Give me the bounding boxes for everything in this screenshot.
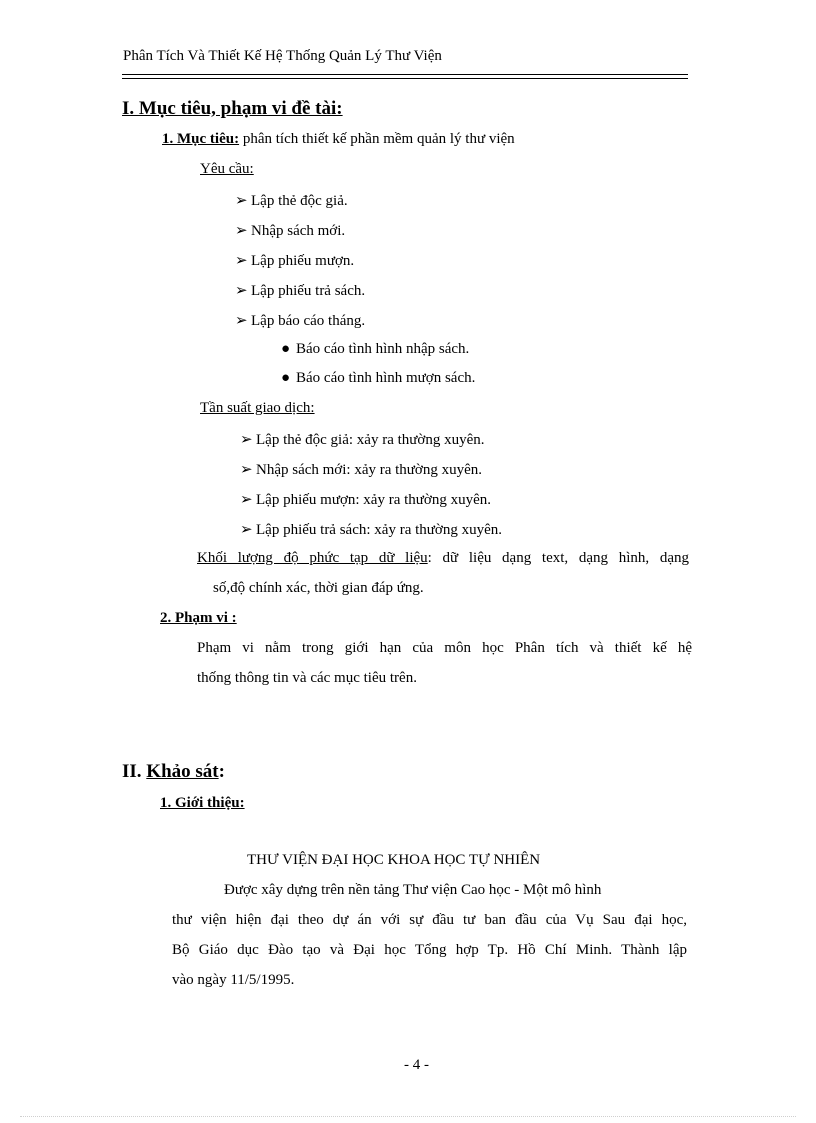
report-item: ● Báo cáo tình hình nhập sách. — [281, 341, 470, 357]
section-2-heading-colon: : — [218, 761, 225, 782]
intro-label: 1. Giới thiệu: — [160, 795, 245, 811]
arrow-bullet-icon: ➢ — [240, 432, 253, 448]
req-item: ➢ Lập báo cáo tháng. — [235, 313, 366, 329]
header-rule-top — [122, 74, 688, 75]
section-1-heading-text: I. Mục tiêu, phạm vi đề tài: — [122, 98, 343, 119]
library-title: THƯ VIỆN ĐẠI HỌC KHOA HỌC TỰ NHIÊN — [247, 852, 541, 868]
freq-item: ➢ Nhập sách mới: xảy ra thường xuyên. — [240, 462, 483, 478]
data-volume-label: Khối lượng độ phức tạp dữ liệu — [197, 550, 428, 566]
round-bullet-icon: ● — [281, 341, 291, 357]
intro-line-2: thư viện hiện đại theo dự án với sự đầu tư ban đầu của Vụ Sau đại học, — [172, 912, 687, 928]
arrow-bullet-icon: ➢ — [240, 522, 253, 538]
header-title: Phân Tích Và Thiết Kế Hệ Thống Quản Lý Thư Viện — [123, 48, 442, 64]
scope-label: 2. Phạm vi : — [160, 610, 237, 626]
intro-line-1: Được xây dựng trên nền tảng Thư viện Cao học - Một mô hình — [224, 882, 602, 898]
req-item: ➢ Lập phiếu trả sách. — [235, 283, 366, 299]
section-1-heading — [122, 98, 343, 120]
intro-line-3: Bộ Giáo dục Đào tạo và Đại học Tổng hợp Tp. Hồ Chí Minh. Thành lập — [172, 942, 687, 958]
objective-label: 1. Mục tiêu: — [162, 131, 240, 147]
arrow-bullet-icon: ➢ — [235, 223, 248, 239]
page-bottom-divider — [20, 1116, 796, 1117]
report-item: ● Báo cáo tình hình mượn sách. — [281, 370, 476, 386]
arrow-bullet-icon: ➢ — [240, 462, 253, 478]
objective-text: phân tích thiết kế phần mềm quản lý thư viện — [239, 131, 515, 147]
section-2-heading-num: II. — [122, 761, 147, 782]
req-item: ➢ Nhập sách mới. — [235, 223, 346, 239]
objective-line — [162, 131, 515, 148]
data-volume-line — [197, 550, 689, 567]
requirements-label: Yêu cầu: — [200, 161, 254, 177]
scope-line-2: thống thông tin và các mục tiêu trên. — [197, 670, 417, 686]
data-volume-text: : dữ liệu dạng text, dạng hình, dạng — [427, 550, 689, 566]
section-2-heading-word: Khảo sát — [146, 761, 219, 782]
arrow-bullet-icon: ➢ — [240, 492, 253, 508]
section-2-heading — [122, 761, 225, 783]
data-volume-line-2: số,độ chính xác, thời gian đáp ứng. — [213, 580, 424, 596]
freq-item: ➢ Lập phiếu mượn: xảy ra thường xuyên. — [240, 492, 491, 508]
intro-line-4: vào ngày 11/5/1995. — [172, 972, 295, 988]
freq-item: ➢ Lập phiếu trả sách: xảy ra thường xuyên. — [240, 522, 502, 538]
arrow-bullet-icon: ➢ — [235, 193, 248, 209]
req-item: ➢ Lập phiếu mượn. — [235, 253, 355, 269]
header-rule-bottom — [122, 78, 688, 79]
frequency-label: Tần suất giao dịch: — [200, 400, 315, 416]
round-bullet-icon: ● — [281, 370, 291, 386]
arrow-bullet-icon: ➢ — [235, 283, 248, 299]
page-number: - 4 - — [404, 1057, 429, 1073]
scope-line-1: Phạm vi nằm trong giới hạn của môn học Phân tích và thiết kế hệ — [197, 640, 692, 656]
arrow-bullet-icon: ➢ — [235, 253, 248, 269]
freq-item: ➢ Lập thẻ độc giả: xảy ra thường xuyên. — [240, 432, 485, 448]
arrow-bullet-icon: ➢ — [235, 313, 248, 329]
req-item: ➢ Lập thẻ độc giả. — [235, 193, 348, 209]
